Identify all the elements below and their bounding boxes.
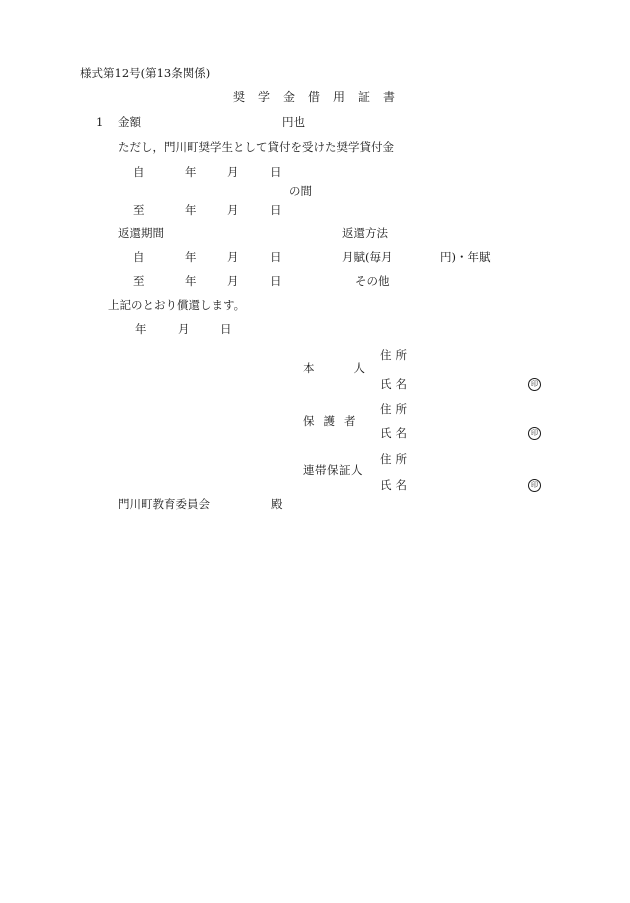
monthly-installment: 月賦(毎月 [342,250,393,264]
seal-mark: 印 [528,378,541,391]
principal-label: 本人 [303,361,404,375]
document-title: 奨学金借用証書 [233,90,409,104]
guardian-label: 保護者 [303,414,365,428]
day-unit: 日 [270,250,282,264]
day-unit: 日 [270,274,282,288]
seal-mark: 印 [528,479,541,492]
address-label: 住所 [380,348,411,362]
closing-statement: 上記のとおり償還します。 [108,298,246,312]
month-unit: 月 [178,322,190,336]
month-unit: 月 [227,203,239,217]
year-unit: 年 [185,165,197,179]
joint-guarantor-label: 連帯保証人 [303,463,363,477]
year-unit: 年 [185,274,197,288]
day-unit: 日 [270,203,282,217]
amount-suffix: 円也 [282,115,305,129]
seal-mark: 印 [528,427,541,440]
name-label: 氏名 [380,377,411,391]
day-unit: 日 [270,165,282,179]
month-unit: 月 [227,165,239,179]
name-label: 氏名 [380,426,411,440]
honorific: 殿 [271,497,283,511]
amount-label: 金額 [118,115,141,129]
item-number: 1 [96,115,104,129]
to-label: 至 [133,274,145,288]
from-label: 自 [133,250,145,264]
to-label: 至 [133,203,145,217]
period-connector: の間 [289,184,312,198]
month-unit: 月 [227,274,239,288]
month-unit: 月 [227,250,239,264]
other-method: その他 [355,274,390,288]
repayment-method-label: 返還方法 [342,226,388,240]
purpose-text: ただし，門川町奨学生として貸付を受けた奨学貸付金 [118,140,394,154]
year-unit: 年 [135,322,147,336]
year-unit: 年 [185,203,197,217]
name-label: 氏名 [380,478,411,492]
monthly-installment-tail: 円)・年賦 [440,250,491,264]
recipient-name: 門川町教育委員会 [118,497,210,511]
day-unit: 日 [220,322,232,336]
form-number: 様式第12号(第13条関係) [80,66,211,80]
address-label: 住所 [380,402,411,416]
from-label: 自 [133,165,145,179]
address-label: 住所 [380,452,411,466]
year-unit: 年 [185,250,197,264]
repayment-period-label: 返還期間 [118,226,164,240]
